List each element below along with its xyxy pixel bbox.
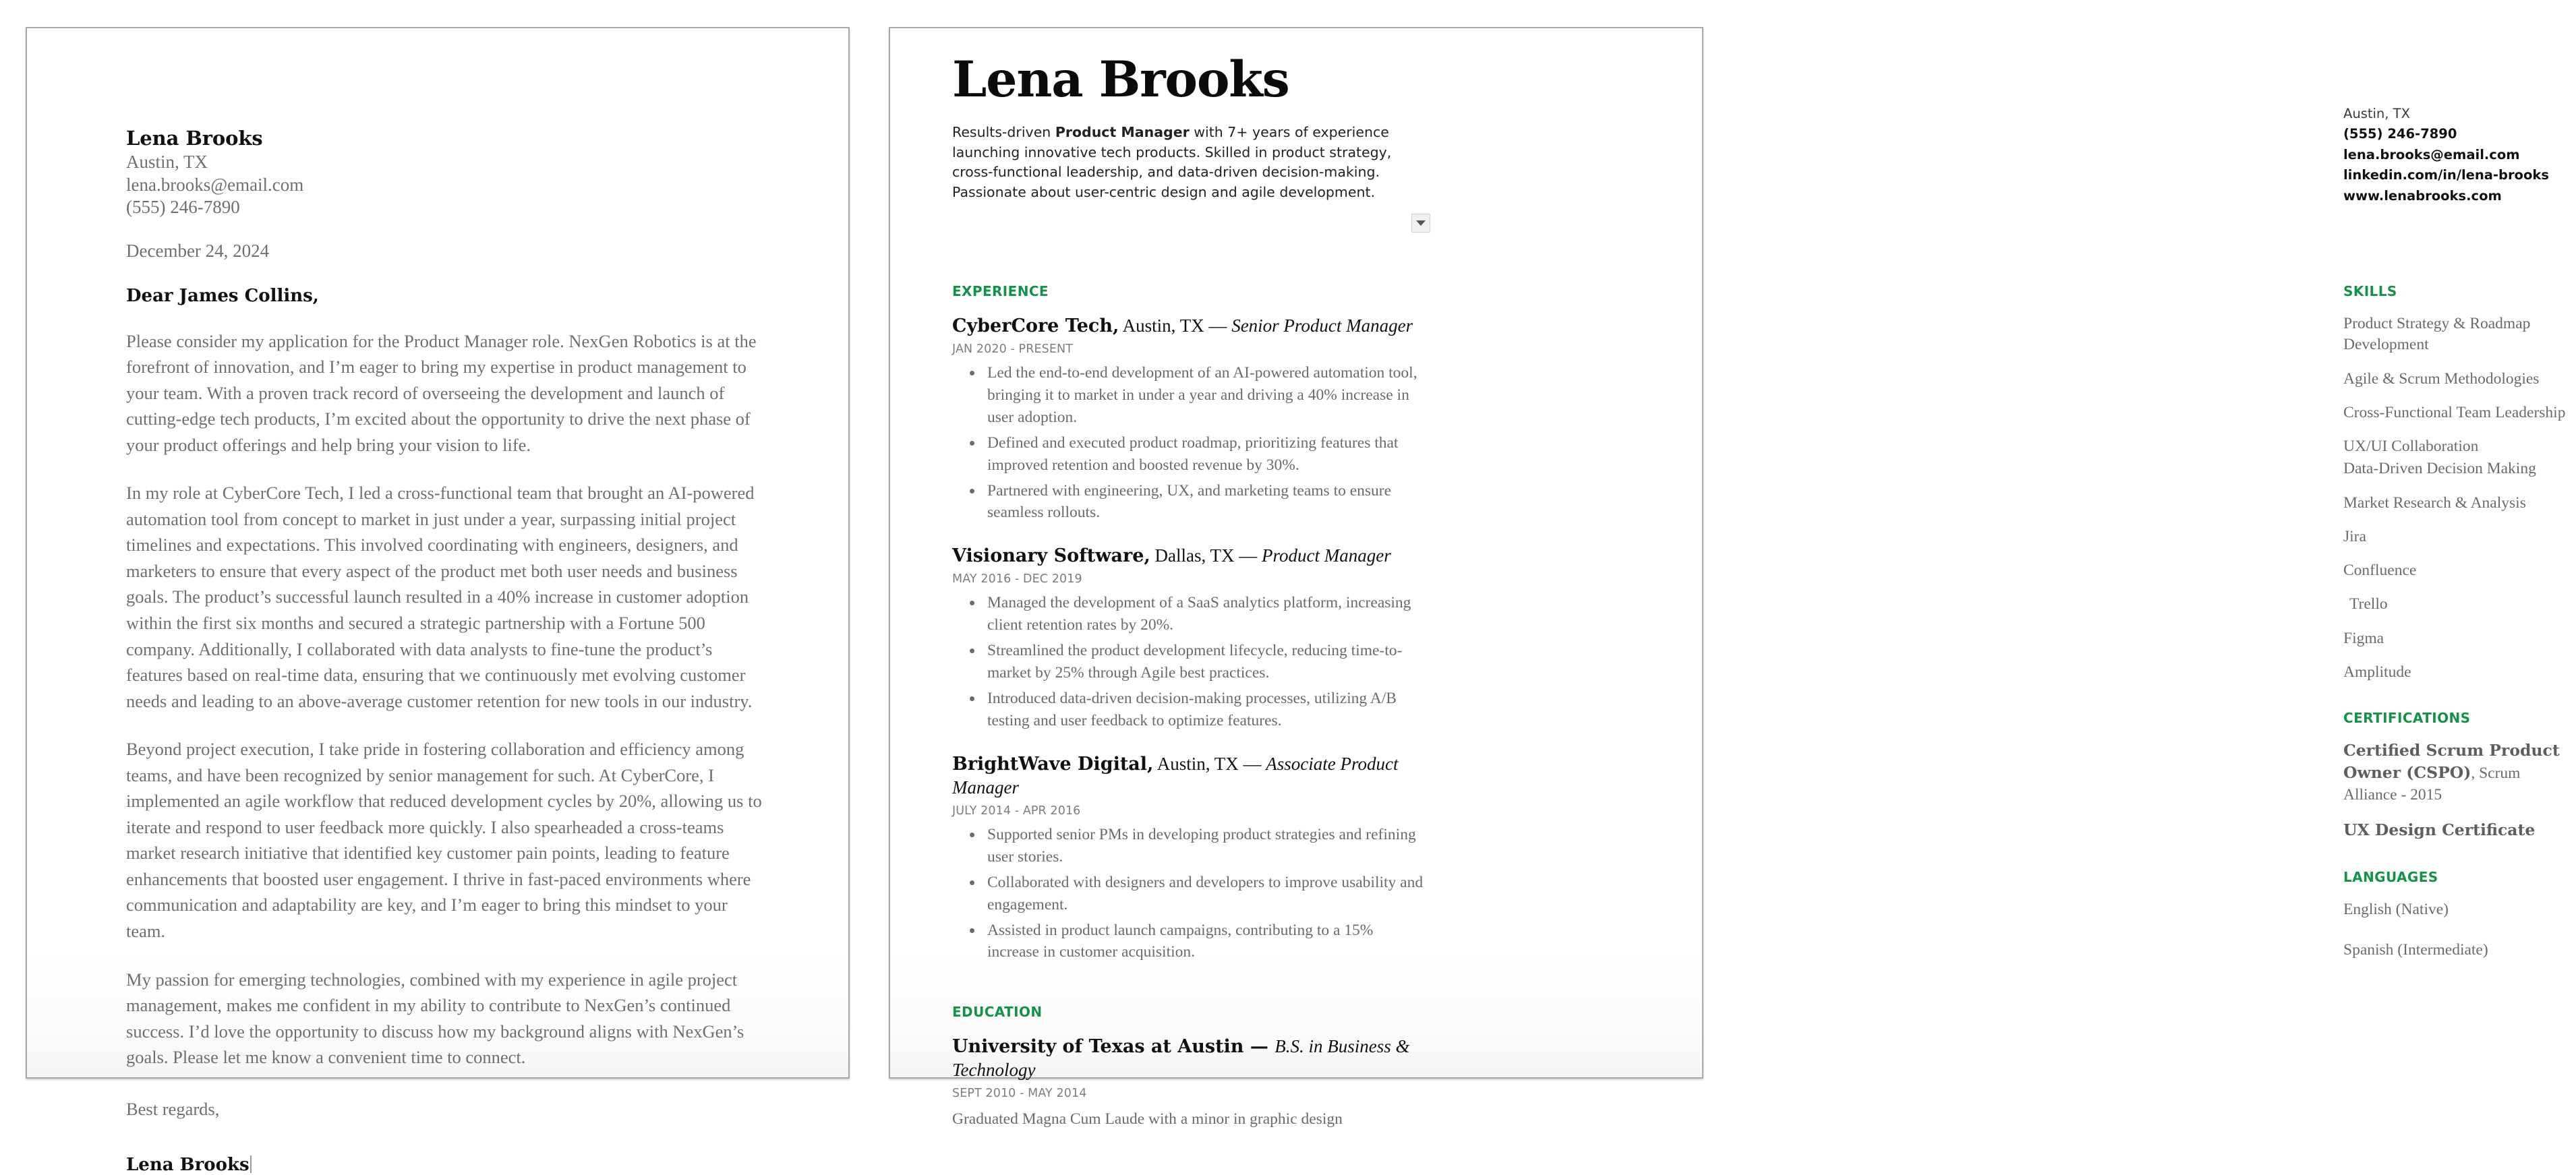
skill-item[interactable]: Confluence bbox=[2343, 562, 2417, 579]
education-school: University of Texas at Austin — bbox=[952, 1036, 1275, 1058]
skill-item[interactable]: Jira bbox=[2343, 527, 2366, 545]
job-bullet[interactable]: Led the end-to-end development of an AI-powered automation tool, bringing it to market in under a year and driving a 40% increase in user adoption. bbox=[987, 362, 1424, 429]
job-company: BrightWave Digital, bbox=[952, 753, 1154, 775]
section-heading-experience: EXPERIENCE bbox=[952, 283, 1049, 299]
job-bullet[interactable]: Defined and executed product roadmap, prioritizing features that improved retention and boosted revenue by 30%. bbox=[987, 432, 1424, 477]
job-title-line bbox=[952, 314, 1424, 338]
job-role: Product Manager bbox=[1262, 545, 1391, 566]
chevron-down-icon[interactable] bbox=[1411, 214, 1430, 233]
skill-item[interactable]: Figma bbox=[2343, 629, 2384, 647]
cover-letter-page[interactable] bbox=[26, 27, 850, 1175]
letter-signature-text: Lena Brooks bbox=[126, 1154, 250, 1175]
contact-phone: (555) 246-7890 bbox=[2343, 126, 2457, 142]
resume-contact-block[interactable] bbox=[2343, 104, 2573, 206]
certifications-section bbox=[2343, 710, 2576, 842]
job-role: Senior Product Manager bbox=[1231, 315, 1413, 336]
skill-item[interactable]: Product Strategy & Roadmap Development bbox=[2343, 315, 2531, 354]
letter-paragraph-1[interactable]: Please consider my application for the Product Manager role. NexGen Robotics is at the forefront of innovation, and I’m eager to bring my expertise in product management to your team. With a proven track record of overseeing the development and launch of cutting-edge tech products, I’m excited about the opportunity to drive the next phase of your product offerings and help bring your vision to life. bbox=[126, 330, 757, 455]
job-bullet[interactable]: Managed the development of a SaaS analytics platform, increasing client retention rates by 20%. bbox=[987, 592, 1424, 636]
job-bullet[interactable]: Partnered with engineering, UX, and marketing teams to ensure seamless rollouts. bbox=[987, 480, 1424, 524]
job-bullet[interactable]: Streamlined the product development lifecycle, reducing time-to-market by 25% through Agile best practices. bbox=[987, 640, 1424, 684]
job-dates: JAN 2020 - PRESENT bbox=[952, 342, 1073, 357]
skill-item[interactable]: Amplitude bbox=[2343, 663, 2411, 681]
job-bullet[interactable]: Assisted in product launch campaigns, contributing to a 15% increase in customer acquisition. bbox=[987, 920, 1424, 964]
experience-item[interactable] bbox=[952, 752, 1424, 964]
language-item[interactable]: Spanish (Intermediate) bbox=[2343, 940, 2488, 959]
letter-date: December 24, 2024 bbox=[126, 240, 270, 261]
certification-item[interactable] bbox=[2343, 740, 2576, 806]
letter-paragraph-4[interactable]: My passion for emerging technologies, combined with my experience in agile project management, makes me confident in my ability to contribute to NexGen’s continued success. I’d love the opportunity to discuss how my background aligns with NexGen’s goals. Please let me know a convenient time to connect. bbox=[126, 969, 744, 1068]
summary-role-bold: Product Manager bbox=[1055, 124, 1190, 140]
resume-summary[interactable] bbox=[952, 123, 1397, 202]
section-heading-certifications: CERTIFICATIONS bbox=[2343, 710, 2471, 726]
job-bullet[interactable]: Supported senior PMs in developing product strategies and refining user stories. bbox=[987, 824, 1424, 868]
resume-header bbox=[952, 51, 1640, 202]
job-dates: JULY 2014 - APR 2016 bbox=[952, 804, 1081, 818]
letter-sender-phone: (555) 246-7890 bbox=[126, 197, 240, 218]
languages-section bbox=[2343, 869, 2576, 961]
certification-issuer: , Scrum Alliance - 2015 bbox=[2343, 764, 2521, 804]
job-bullet-list bbox=[952, 362, 1424, 524]
job-dates: MAY 2016 - DEC 2019 bbox=[952, 572, 1082, 586]
letter-paragraph-3[interactable]: Beyond project execution, I take pride in fostering collaboration and efficiency among teams, and have been recognized by senior management for such. At CyberCore, I implemented an agile workflow that reduced development cycles by 20%, allowing us to iterate and respond to user feedback more quickly. I also spearheaded a cross-teams market research initiative that identified key customer pain points, leading to feature enhancements that boosted user engagement. I thrive in fast-paced environments where communication and adaptability are key, and I’m eager to bring this mindset to your team. bbox=[126, 739, 762, 941]
job-title-line bbox=[952, 752, 1424, 800]
letter-paragraph-2[interactable]: In my role at CyberCore Tech, I led a cross-functional team that brought an AI-powered automation tool from concept to market in just under a year, surpassing initial project timelines and expectations. This involved coordinating with engineers, designers, and marketers to ensure that every aspect of the product met both user needs and business goals. The product’s successful launch resulted in a 40% increase in customer adoption within the first six months and secured a strategic partnership with a Fortune 500 company. Additionally, I collaborated with data analysts to fine-tune the product’s features based on real-time data, ensuring that we continuously met evolving customer needs and leading to an above-average customer retention for new tools in our industry. bbox=[126, 483, 755, 711]
certification-name: Certified Scrum Product Owner (CSPO) bbox=[2343, 741, 2560, 782]
letter-sender-name: Lena Brooks bbox=[126, 127, 263, 150]
education-note[interactable]: Graduated Magna Cum Laude with a minor in graphic design bbox=[952, 1110, 1343, 1128]
job-location: Austin, TX — bbox=[1153, 753, 1266, 774]
certification-name: UX Design Certificate bbox=[2343, 820, 2536, 839]
skill-item[interactable]: Agile & Scrum Methodologies bbox=[2343, 369, 2540, 388]
education-title-line bbox=[952, 1035, 1424, 1082]
contact-email: lena.brooks@email.com bbox=[2343, 146, 2520, 162]
letter-salutation: Dear James Collins, bbox=[126, 285, 319, 306]
letter-closing: Best regards, bbox=[126, 1098, 220, 1119]
certification-item[interactable] bbox=[2343, 820, 2576, 842]
education-degree: B.S. in Business & Technology bbox=[952, 1036, 1410, 1081]
section-heading-skills: SKILLS bbox=[2343, 283, 2397, 299]
summary-pre: Results-driven bbox=[952, 124, 1055, 140]
resume-name: Lena Brooks bbox=[952, 51, 1289, 109]
job-title-line bbox=[952, 544, 1424, 568]
summary-post: with 7+ years of experience launching innovative tech products. Skilled in product strategy, cross-functional leadership, and data-driven decision-making. Passionate about user-centric design and agile development. bbox=[952, 124, 1392, 200]
education-dates: SEPT 2010 - MAY 2014 bbox=[952, 1087, 1087, 1101]
skill-item[interactable]: Cross-Functional Team Leadership bbox=[2343, 403, 2566, 421]
letter-sender-email: lena.brooks@email.com bbox=[126, 174, 304, 195]
skills-section bbox=[2343, 283, 2576, 683]
resume-main-column bbox=[952, 283, 1424, 1151]
job-company: CyberCore Tech, bbox=[952, 315, 1119, 336]
text-cursor bbox=[250, 1155, 252, 1173]
job-company: Visionary Software, bbox=[952, 545, 1150, 567]
spacer bbox=[952, 984, 1424, 1004]
skill-item[interactable]: Market Research & Analysis bbox=[2343, 493, 2526, 512]
skill-item[interactable]: Data-Driven Decision Making bbox=[2343, 460, 2536, 478]
job-location: Dallas, TX — bbox=[1150, 545, 1262, 566]
contact-linkedin[interactable]: linkedin.com/in/lena-brooks bbox=[2343, 167, 2549, 183]
job-bullet[interactable]: Introduced data-driven decision-making processes, utilizing A/B testing and user feedback to optimize features. bbox=[987, 688, 1424, 732]
skill-item[interactable]: Trello bbox=[2349, 595, 2388, 613]
contact-location: Austin, TX bbox=[2343, 106, 2410, 121]
experience-item[interactable] bbox=[952, 544, 1424, 731]
resume-side-column bbox=[2343, 283, 2576, 988]
resume-page[interactable] bbox=[889, 27, 2566, 1128]
language-item[interactable]: English (Native) bbox=[2343, 900, 2449, 918]
skill-item[interactable]: UX/UI Collaboration bbox=[2343, 438, 2479, 455]
triangle-glyph bbox=[1416, 220, 1426, 226]
job-bullet[interactable]: Collaborated with designers and developers to improve usability and engagement. bbox=[987, 872, 1424, 916]
letter-sender-location: Austin, TX bbox=[126, 152, 208, 173]
job-role: Associate Product Manager bbox=[952, 753, 1399, 797]
experience-item[interactable] bbox=[952, 314, 1424, 524]
cover-letter-body[interactable] bbox=[126, 126, 770, 1175]
job-location: Austin, TX — bbox=[1119, 315, 1232, 336]
section-heading-languages: LANGUAGES bbox=[2343, 868, 2438, 885]
contact-website[interactable]: www.lenabrooks.com bbox=[2343, 187, 2502, 204]
education-item[interactable] bbox=[952, 1035, 1424, 1131]
section-heading-education: EDUCATION bbox=[952, 1004, 1043, 1021]
job-bullet-list bbox=[952, 824, 1424, 963]
job-bullet-list bbox=[952, 592, 1424, 731]
letter-signature[interactable] bbox=[126, 1155, 770, 1175]
